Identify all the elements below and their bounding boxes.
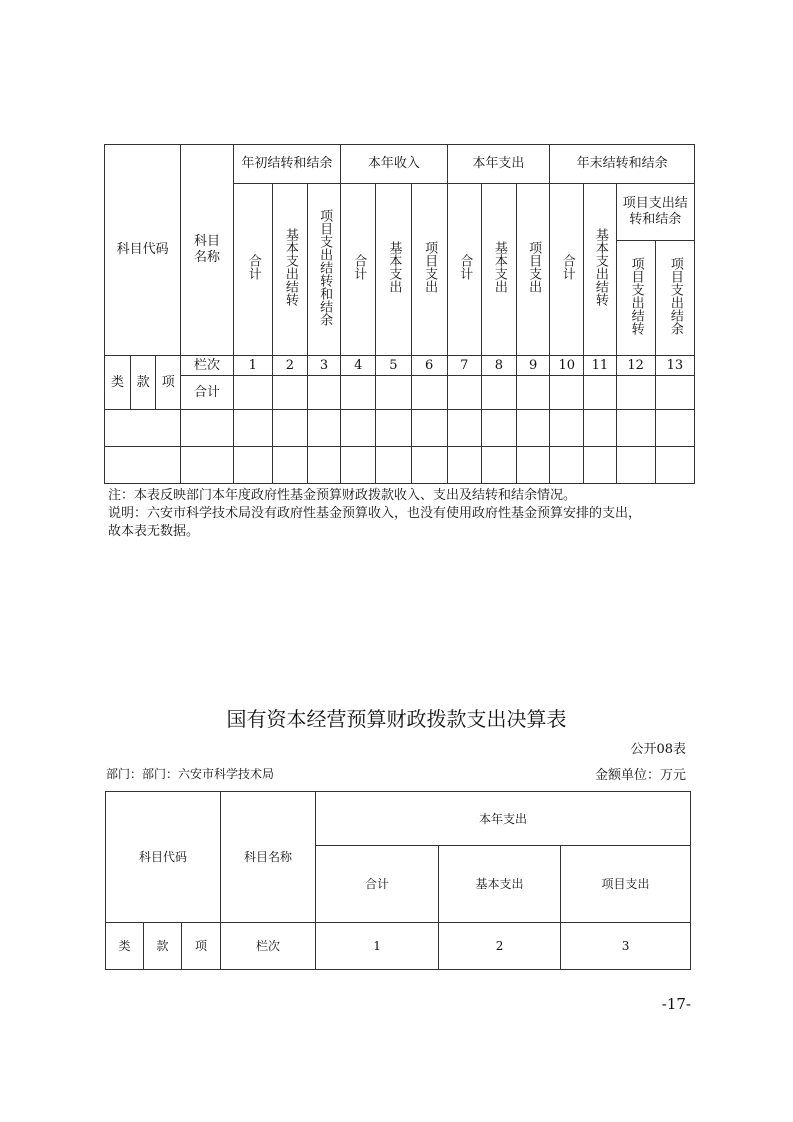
header-name: 科目名称: [221, 792, 316, 923]
cell: [481, 447, 516, 484]
col-number: 8: [481, 356, 516, 376]
header-project: 项目支出: [561, 846, 691, 923]
table-explanation-line1: 说明：六安市科学技术局没有政府性基金预算收入，也没有使用政府性基金预算安排的支出，: [108, 506, 642, 521]
table-explanation-line2: 故本表无数据。: [108, 524, 200, 539]
header-group-income: 本年收入: [341, 145, 448, 184]
cell: [517, 410, 550, 447]
cell: [447, 447, 481, 484]
table-row: [105, 410, 695, 447]
cell: [550, 376, 584, 410]
col-number: 9: [517, 356, 550, 376]
total-label: 合计: [181, 376, 233, 410]
cell: [411, 447, 447, 484]
code-part-section: 款: [144, 923, 182, 970]
cell: [233, 447, 272, 484]
header-begin-basic: 基本支出结转: [272, 184, 307, 356]
header-group-begin: 年初结转和结余: [233, 145, 341, 184]
cell: [307, 410, 340, 447]
cell: [584, 376, 616, 410]
cell: [655, 447, 694, 484]
cell: [181, 447, 233, 484]
header-group-expense: 本年支出: [316, 792, 691, 846]
cell: [105, 410, 181, 447]
cell: [376, 376, 411, 410]
header-end-project-balance: 项目支出结余: [655, 241, 694, 356]
cell: [584, 447, 616, 484]
cell: [616, 410, 655, 447]
header-group-end: 年末结转和结余: [550, 145, 695, 184]
col-index-label: 栏次: [221, 923, 316, 970]
cell: [341, 447, 376, 484]
cell: [341, 410, 376, 447]
col-number: 13: [655, 356, 694, 376]
col-number: 4: [341, 356, 376, 376]
header-group-expense: 本年支出: [447, 145, 550, 184]
cell: [181, 410, 233, 447]
cell: [411, 376, 447, 410]
col-index-label: 栏次: [181, 356, 233, 376]
cell: [481, 376, 516, 410]
cell: [341, 376, 376, 410]
header-basic: 基本支出: [439, 846, 561, 923]
header-end-basic: 基本支出结转: [584, 184, 616, 356]
col-number: 3: [561, 923, 691, 970]
cell: [517, 376, 550, 410]
col-number: 12: [616, 356, 655, 376]
cell: [550, 447, 584, 484]
cell: [616, 447, 655, 484]
code-part-class: 类: [105, 356, 131, 410]
cell: [616, 376, 655, 410]
code-part-item: 项: [156, 356, 181, 410]
header-total: 合计: [316, 846, 439, 923]
col-number: 7: [447, 356, 481, 376]
col-number: 2: [439, 923, 561, 970]
cell: [411, 410, 447, 447]
header-code: 科目代码: [105, 145, 181, 356]
col-number: 1: [316, 923, 439, 970]
table-row: [105, 447, 695, 484]
header-name: 科目名称: [181, 145, 233, 356]
header-expense-project: 项目支出: [517, 184, 550, 356]
cell: [376, 410, 411, 447]
header-income-project: 项目支出: [411, 184, 447, 356]
page-title: 国有资本经营预算财政拨款支出决算表: [226, 707, 567, 731]
cell: [481, 410, 516, 447]
state-capital-expense-table: [105, 791, 691, 970]
cell: [105, 447, 181, 484]
cell: [307, 447, 340, 484]
cell: [272, 410, 307, 447]
col-number: 1: [233, 356, 272, 376]
code-part-class: 类: [106, 923, 144, 970]
cell: [447, 376, 481, 410]
government-fund-table: [104, 144, 695, 484]
cell: [517, 447, 550, 484]
cell: [584, 410, 616, 447]
header-end-project-carry: 项目支出结转: [616, 241, 655, 356]
code-part-item: 项: [182, 923, 221, 970]
table-note: 注：本表反映部门本年度政府性基金预算财政拨款收入、支出及结转和结余情况。: [108, 488, 577, 503]
col-number: 2: [272, 356, 307, 376]
unit-label: 金额单位：万元: [594, 768, 686, 783]
header-end-subgroup: 项目支出结转和结余: [616, 184, 695, 241]
header-end-total: 合计: [550, 184, 584, 356]
header-income-total: 合计: [341, 184, 376, 356]
cell: [233, 410, 272, 447]
col-number: 6: [411, 356, 447, 376]
code-part-section: 款: [131, 356, 156, 410]
header-income-basic: 基本支出: [376, 184, 411, 356]
header-begin-total: 合计: [233, 184, 272, 356]
col-number: 10: [550, 356, 584, 376]
cell: [376, 447, 411, 484]
cell: [447, 410, 481, 447]
header-begin-project: 项目支出结转和结余: [307, 184, 340, 356]
cell: [550, 410, 584, 447]
header-expense-basic: 基本支出: [481, 184, 516, 356]
cell: [655, 410, 694, 447]
col-number: 5: [376, 356, 411, 376]
cell: [272, 376, 307, 410]
department-label: 部门：部门：六安市科学技术局: [106, 767, 275, 781]
header-expense-total: 合计: [447, 184, 481, 356]
cell: [272, 447, 307, 484]
cell: [655, 376, 694, 410]
col-number: 11: [584, 356, 616, 376]
col-number: 3: [307, 356, 340, 376]
header-code: 科目代码: [106, 792, 221, 923]
table-tag: 公开08表: [630, 742, 686, 757]
cell: [233, 376, 272, 410]
page-number: -17-: [661, 995, 691, 1013]
cell: [307, 376, 340, 410]
